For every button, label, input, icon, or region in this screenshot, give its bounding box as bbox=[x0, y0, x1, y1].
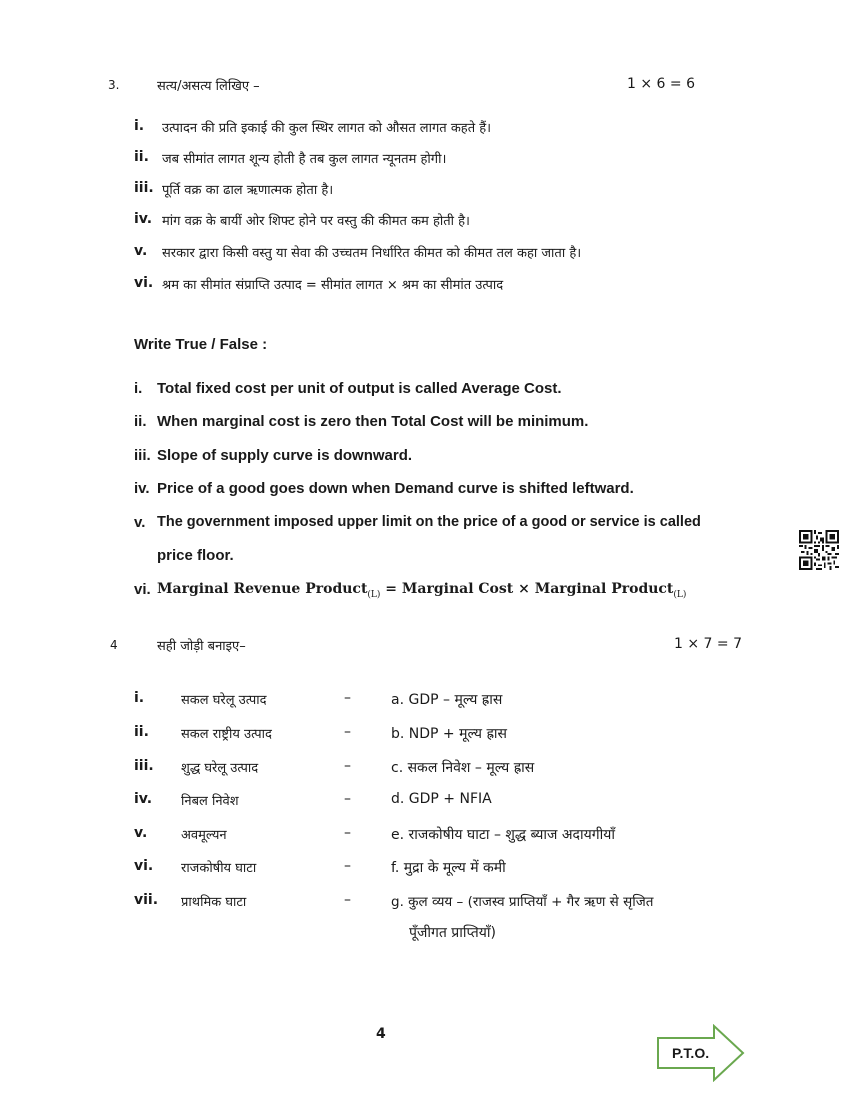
question-4-marks: 1 × 7 = 7 bbox=[674, 636, 742, 652]
hindi-item-text: मांग वक्र के बायीं ओर शिफ्ट होने पर वस्तु की कीमत कम होती है। bbox=[162, 214, 470, 229]
english-item-text-continued: price floor. bbox=[157, 547, 234, 564]
pair-left: सकल घरेलू उत्पाद bbox=[181, 693, 267, 708]
english-item-number: vi. bbox=[134, 581, 151, 598]
pair-left: सकल राष्ट्रीय उत्पाद bbox=[181, 727, 272, 742]
hindi-item-number: v. bbox=[134, 243, 148, 259]
pair-right: d. GDP + NFIA bbox=[391, 791, 492, 807]
page-number: 4 bbox=[376, 1026, 386, 1042]
pair-left: प्राथमिक घाटा bbox=[181, 895, 247, 910]
english-item-number: iii. bbox=[134, 447, 151, 464]
english-item-number: i. bbox=[134, 380, 143, 397]
question-3-marks: 1 × 6 = 6 bbox=[627, 76, 695, 92]
english-section-title: Write True / False : bbox=[134, 336, 268, 353]
pair-right: c. सकल निवेश – मूल्य ह्रास bbox=[391, 760, 535, 776]
pair-dash: – bbox=[344, 892, 351, 908]
pair-number: vi. bbox=[134, 858, 154, 874]
english-item-formula bbox=[157, 581, 687, 600]
hindi-item-number: iv. bbox=[134, 211, 153, 227]
pair-dash: – bbox=[344, 690, 351, 706]
english-item-text: Price of a good goes down when Demand curve is shifted leftward. bbox=[157, 480, 634, 497]
pair-number: v. bbox=[134, 825, 148, 841]
english-item-text: When marginal cost is zero then Total Cost will be minimum. bbox=[157, 413, 589, 430]
hindi-item-text: जब सीमांत लागत शून्य होती है तब कुल लागत न्यूनतम होगी। bbox=[162, 152, 447, 167]
pair-dash: – bbox=[344, 858, 351, 874]
question-4-title-hindi: सही जोड़ी बनाइए– bbox=[157, 639, 246, 654]
hindi-item-text: सरकार द्वारा किसी वस्तु या सेवा की उच्चतम निर्धारित कीमत को कीमत तल कहा जाता है। bbox=[162, 246, 582, 261]
pair-left: राजकोषीय घाटा bbox=[181, 861, 257, 876]
question-3-number: 3. bbox=[108, 78, 120, 92]
pair-left: अवमूल्यन bbox=[181, 828, 227, 843]
question-4-number: 4 bbox=[110, 638, 118, 652]
pto-arrow bbox=[656, 1024, 746, 1082]
hindi-item-number: i. bbox=[134, 118, 145, 134]
pair-number: vii. bbox=[134, 892, 159, 908]
formula-subscript: (L) bbox=[673, 590, 687, 600]
pair-dash: – bbox=[344, 825, 351, 841]
pair-number: ii. bbox=[134, 724, 149, 740]
pair-dash: – bbox=[344, 791, 351, 807]
english-item-text: The government imposed upper limit on the price of a good or service is called bbox=[157, 514, 701, 530]
hindi-item-number: iii. bbox=[134, 180, 154, 196]
qr-code-icon bbox=[799, 530, 839, 570]
english-item-text: Slope of supply curve is downward. bbox=[157, 447, 413, 464]
hindi-item-number: vi. bbox=[134, 275, 154, 291]
pair-right: e. राजकोषीय घाटा – शुद्ध ब्याज अदायगीयाँ bbox=[391, 827, 615, 843]
pair-left: निबल निवेश bbox=[181, 794, 239, 809]
pair-right: a. GDP – मूल्य ह्रास bbox=[391, 692, 503, 708]
pair-number: iv. bbox=[134, 791, 153, 807]
pair-right: b. NDP + मूल्य ह्रास bbox=[391, 726, 507, 742]
pair-dash: – bbox=[344, 758, 351, 774]
hindi-item-text: उत्पादन की प्रति इकाई की कुल स्थिर लागत को औसत लागत कहते हैं। bbox=[162, 121, 492, 136]
english-item-text: Total fixed cost per unit of output is called Average Cost. bbox=[157, 380, 562, 397]
hindi-item-number: ii. bbox=[134, 149, 149, 165]
english-item-number: v. bbox=[134, 514, 146, 531]
pair-number: iii. bbox=[134, 758, 154, 774]
hindi-item-text: पूर्ति वक्र का ढाल ऋणात्मक होता है। bbox=[162, 183, 334, 198]
formula-subscript: (L) bbox=[367, 590, 381, 600]
formula-mrp: Marginal Revenue Product bbox=[157, 581, 368, 597]
pair-left: शुद्ध घरेलू उत्पाद bbox=[181, 761, 259, 776]
pair-right: g. कुल व्यय – (राजस्व प्राप्तियाँ + गैर ऋण से सृजित bbox=[391, 894, 654, 910]
pair-number: i. bbox=[134, 690, 145, 706]
pair-right: f. मुद्रा के मूल्य में कमी bbox=[391, 860, 506, 876]
hindi-item-text: श्रम का सीमांत संप्राप्ति उत्पाद = सीमांत लागत × श्रम का सीमांत उत्पाद bbox=[162, 278, 504, 293]
question-3-title-hindi: सत्य/असत्य लिखिए – bbox=[157, 79, 260, 94]
pto-label: P.T.O. bbox=[672, 1045, 710, 1061]
pair-dash: – bbox=[344, 724, 351, 740]
pair-right-continued: पूँजीगत प्राप्तियाँ) bbox=[409, 925, 496, 941]
english-item-number: iv. bbox=[134, 480, 150, 497]
english-item-number: ii. bbox=[134, 413, 147, 430]
formula-rhs: = Marginal Cost × Marginal Product bbox=[385, 581, 674, 597]
